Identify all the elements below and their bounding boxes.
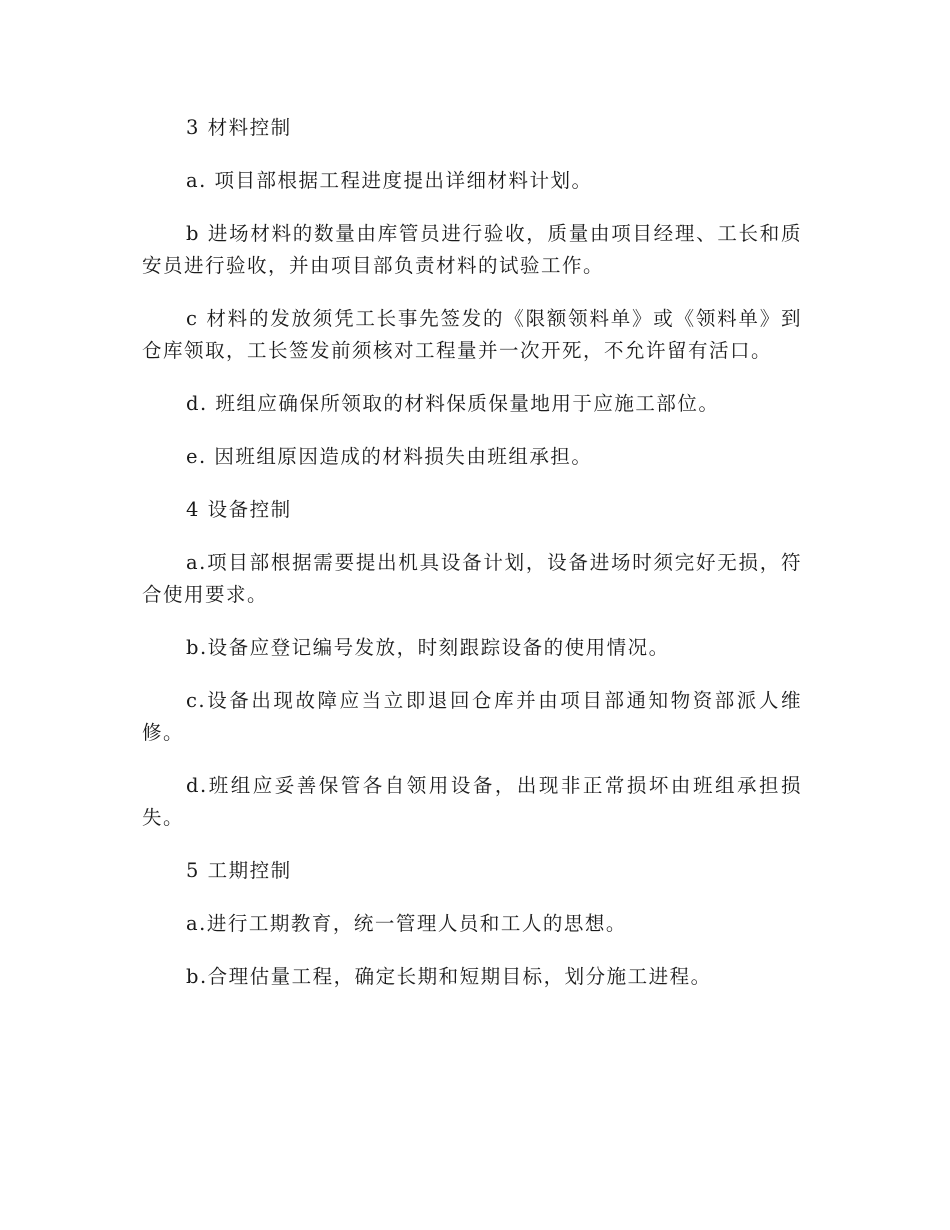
paragraph-schedule-a: a.进行工期教育，统一管理人员和工人的思想。 [186, 912, 627, 935]
paragraph-material-a: a. 项目部根据工程进度提出详细材料计划。 [186, 169, 593, 192]
paragraph-equipment-d: d.班组应妥善保管各自领用设备，出现非正常损坏由班组承担损失。 [142, 774, 802, 829]
paragraph-material-e: e. 因班组原因造成的材料损失由班组承担。 [186, 445, 593, 468]
paragraph-equipment-a: a.项目部根据需要提出机具设备计划，设备进场时须完好无损，符合使用要求。 [142, 551, 802, 606]
paragraph-equipment-c: c.设备出现故障应当立即退回仓库并由项目部通知物资部派人维修。 [142, 689, 802, 744]
section-heading-schedule-control: 5 工期控制 [186, 859, 292, 882]
paragraph-schedule-b: b.合理估量工程，确定长期和短期目标，划分施工进程。 [186, 965, 712, 988]
paragraph-material-d: d. 班组应确保所领取的材料保质保量地用于应施工部位。 [186, 392, 720, 415]
paragraph-material-c: c 材料的发放须凭工长事先签发的《限额领料单》或《领料单》到仓库领取，工长签发前须核对工程量并一次开死，不允许留有活口。 [142, 307, 802, 362]
section-heading-equipment-control: 4 设备控制 [186, 498, 292, 521]
paragraph-material-b: b 进场材料的数量由库管员进行验收，质量由项目经理、工长和质安员进行验收，并由项目部负责材料的试验工作。 [142, 222, 802, 277]
paragraph-equipment-b: b.设备应登记编号发放，时刻跟踪设备的使用情况。 [186, 636, 670, 659]
document-body [142, 112, 802, 1014]
section-heading-material-control: 3 材料控制 [186, 116, 292, 139]
